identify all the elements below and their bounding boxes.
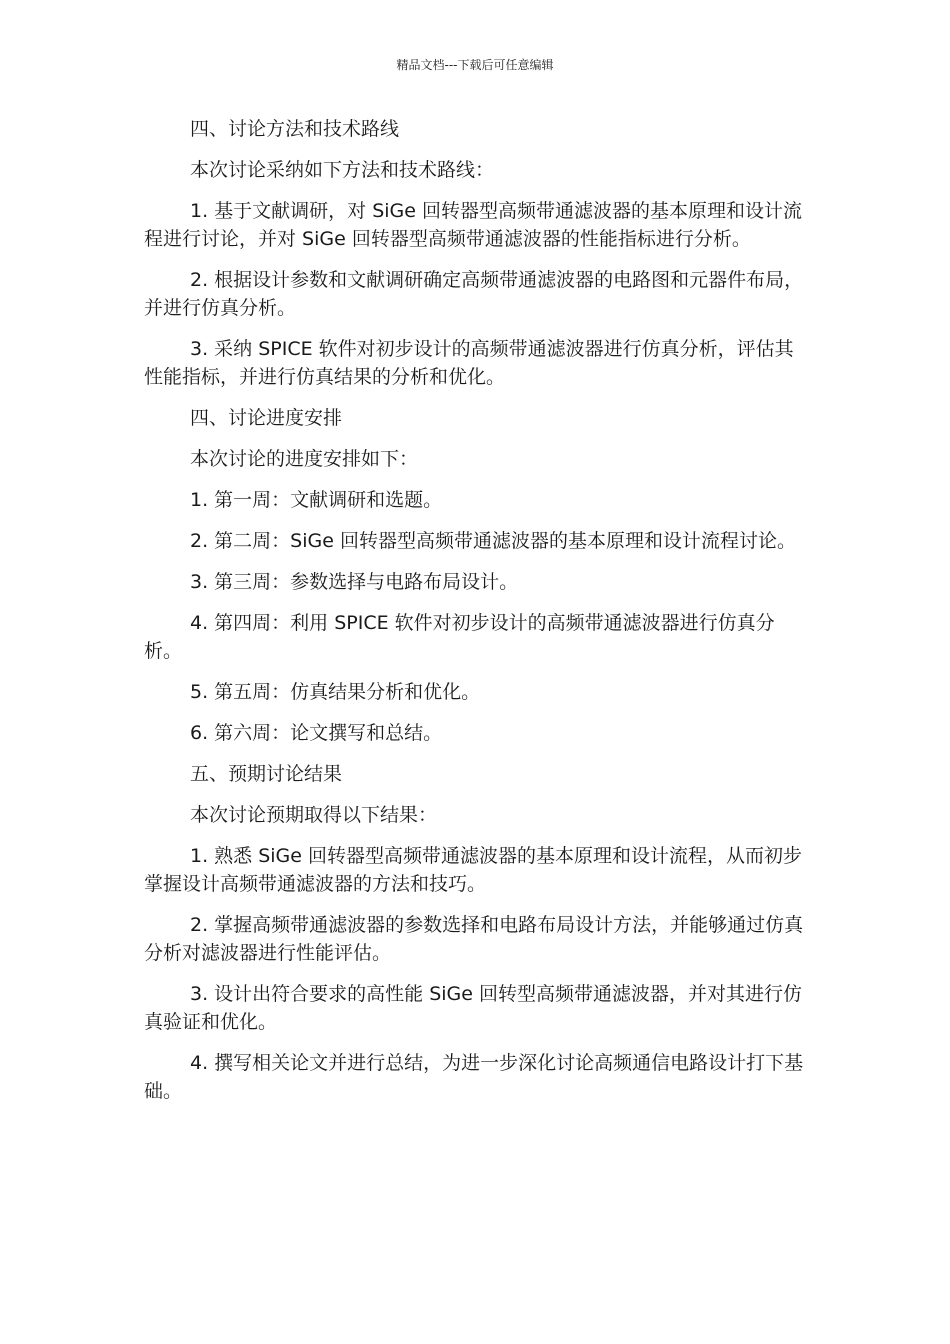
section-heading-methods: 四、讨论方法和技术路线 xyxy=(190,118,400,140)
results-item-1: 1. 熟悉 SiGe 回转器型高频带通滤波器的基本原理和设计流程，从而初步掌握设计高频带通滤波器的方法和技巧。 xyxy=(144,845,803,895)
methods-intro: 本次讨论采纳如下方法和技术路线： xyxy=(190,159,495,181)
section-heading-schedule: 四、讨论进度安排 xyxy=(190,407,343,429)
schedule-item-5: 5. 第五周：仿真结果分析和优化。 xyxy=(190,681,481,703)
schedule-item-2: 2. 第二周：SiGe 回转器型高频带通滤波器的基本原理和设计流程讨论。 xyxy=(190,530,796,552)
methods-item-1: 1. 基于文献调研，对 SiGe 回转器型高频带通滤波器的基本原理和设计流程进行讨论，并对 SiGe 回转器型高频带通滤波器的性能指标进行分析。 xyxy=(144,200,803,250)
methods-item-2: 2. 根据设计参数和文献调研确定高频带通滤波器的电路图和元器件布局，并进行仿真分析。 xyxy=(144,269,804,319)
results-item-4: 4. 撰写相关论文并进行总结，为进一步深化讨论高频通信电路设计打下基础。 xyxy=(144,1052,804,1102)
schedule-item-3: 3. 第三周：参数选择与电路布局设计。 xyxy=(190,571,519,593)
methods-item-3: 3. 采纳 SPICE 软件对初步设计的高频带通滤波器进行仿真分析，评估其性能指标，并进行仿真结果的分析和优化。 xyxy=(144,338,794,388)
schedule-item-1: 1. 第一周：文献调研和选题。 xyxy=(190,489,443,511)
schedule-intro: 本次讨论的进度安排如下： xyxy=(190,448,419,470)
section-heading-results: 五、预期讨论结果 xyxy=(190,763,343,785)
schedule-item-4: 4. 第四周：利用 SPICE 软件对初步设计的高频带通滤波器进行仿真分析。 xyxy=(144,612,775,662)
results-item-2: 2. 掌握高频带通滤波器的参数选择和电路布局设计方法，并能够通过仿真分析对滤波器进行性能评估。 xyxy=(144,914,804,964)
document-body xyxy=(144,115,809,1118)
page-header: 精品文档---下载后可任意编辑 xyxy=(396,58,554,72)
results-item-3: 3. 设计出符合要求的高性能 SiGe 回转型高频带通滤波器，并对其进行仿真验证和优化。 xyxy=(144,983,803,1033)
results-intro: 本次讨论预期取得以下结果： xyxy=(190,804,438,826)
schedule-item-6: 6. 第六周：论文撰写和总结。 xyxy=(190,722,443,744)
